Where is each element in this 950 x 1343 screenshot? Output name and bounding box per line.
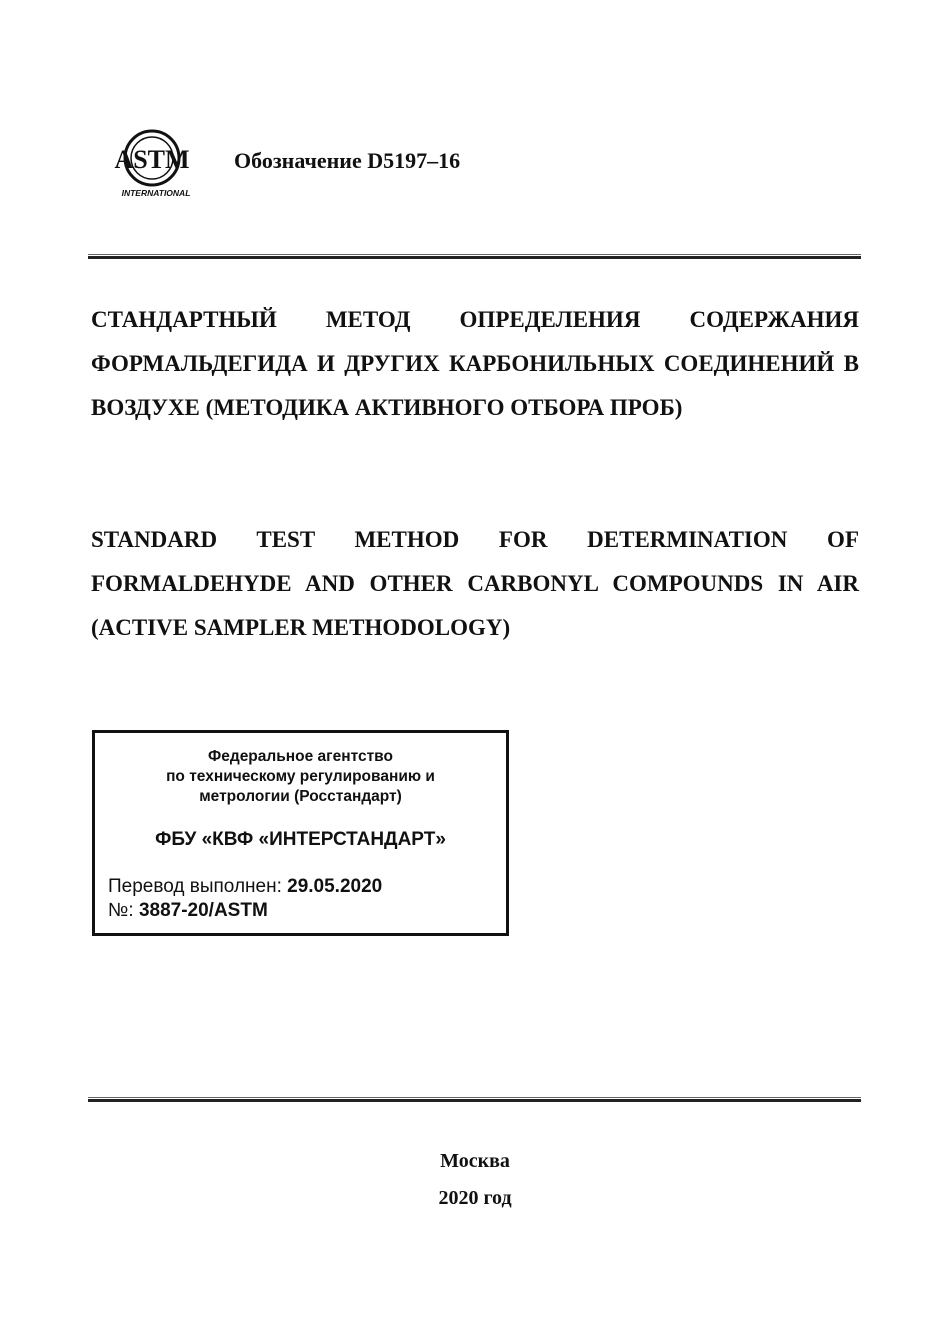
number-value: 3887-20/ASTM — [138, 900, 268, 921]
publication-city: Москва — [440, 1150, 510, 1172]
svg-text:INTERNATIONAL: INTERNATIONAL — [121, 188, 191, 198]
translation-stamp — [92, 730, 509, 936]
title-english: STANDARD TEST METHOD FOR DETERMINATION OF FORMALDEHYDE AND OTHER CARBONYL COMPOUNDS IN AIR (ACTIVE SAMPLER METHODOLOGY) — [91, 527, 859, 640]
header-divider — [88, 254, 861, 259]
publication-year: 2020 год — [438, 1187, 512, 1209]
svg-text:ASTM: ASTM — [114, 145, 190, 174]
stamp-translation-info — [108, 875, 382, 923]
title-russian: СТАНДАРТНЫЙ МЕТОД ОПРЕДЕЛЕНИЯ СОДЕРЖАНИЯ ФОРМАЛЬДЕГИДА И ДРУГИХ КАРБОНИЛЬНЫХ СОЕДИНЕНИЙ В ВОЗДУХЕ (МЕТОДИКА АКТИВНОГО ОТБОРА ПРОБ) — [91, 307, 859, 420]
footer-divider — [88, 1097, 861, 1102]
stamp-agency: Федеральное агентство по техническому регулированию и метрологии (Росстандарт) — [166, 748, 435, 805]
astm-logo-icon — [112, 128, 198, 200]
number-label: №: — [108, 900, 134, 921]
translated-date: 29.05.2020 — [287, 876, 383, 897]
stamp-organization: ФБУ «КВФ «ИНТЕРСТАНДАРТ» — [155, 829, 446, 850]
document-designation: Обозначение D5197–16 — [234, 148, 461, 173]
translated-label: Перевод выполнен: — [108, 876, 282, 897]
